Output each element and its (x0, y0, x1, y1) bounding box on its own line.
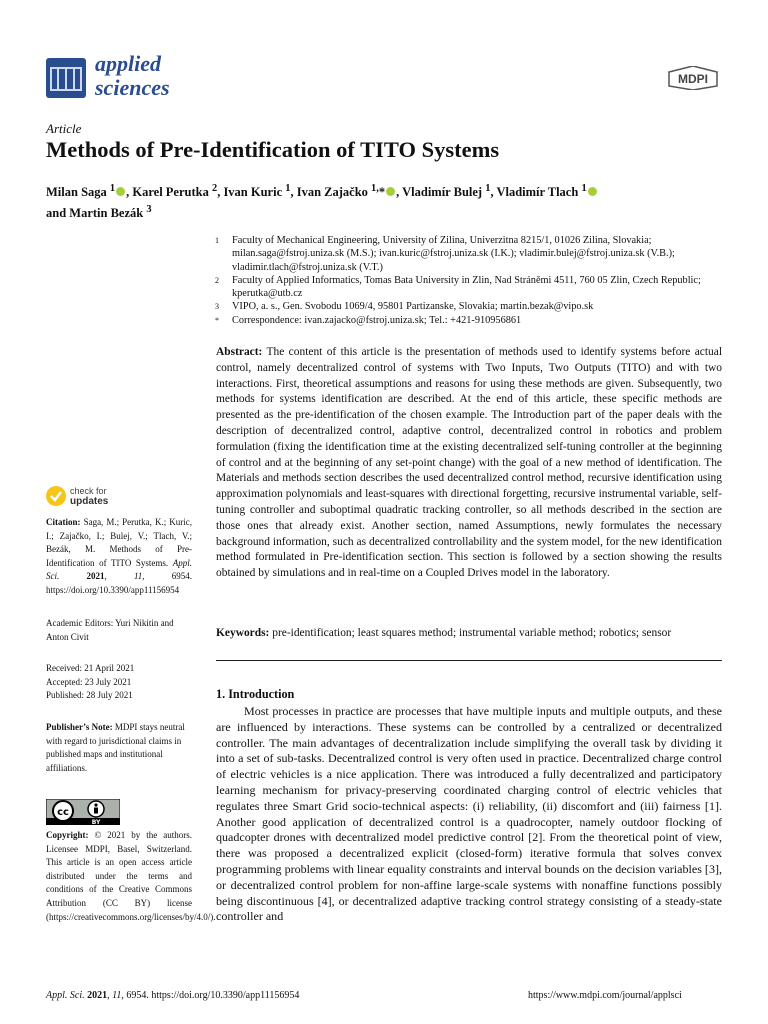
keywords-label: Keywords: (216, 627, 270, 639)
citation-year: 2021 (86, 571, 105, 582)
date-received: Received: 21 April 2021 (46, 663, 135, 673)
publishers-note-label: Publisher’s Note: (46, 722, 113, 732)
keywords (216, 626, 722, 642)
cc-by-label: BY (91, 819, 101, 825)
orcid-icon[interactable] (116, 187, 125, 196)
affiliation-item: 2 Faculty of Applied Informatics, Tomas Bata University in Zlin, Nad Stráněmi 4511, 760 05 Zlin, Czech Republic; kperutka@utb.cz (215, 274, 701, 300)
intro-paragraph (216, 704, 722, 925)
divider (216, 660, 722, 661)
orcid-icon[interactable] (386, 187, 395, 196)
citation-text: Saga, M.; Perutka, K.; Kuric, I.; Zajačko, I.; Bulej, V.; Tlach, V.; Bezák, M. Methods of Pre-Identification of TITO Systems. (46, 517, 193, 568)
author-list (46, 180, 696, 222)
authors-line2: and Martin Bezák $^3$ (46, 204, 152, 221)
keywords-text: pre-identification; least squares method; instrumental variable method; robotics; sensor (272, 627, 672, 639)
cc-symbol: cc (57, 807, 69, 818)
check-for-updates-icon[interactable] (46, 486, 66, 506)
journal-name-line1: applied (95, 51, 161, 76)
citation-doi[interactable]: , 6954. https://doi.org/10.3390/app11156954 (46, 571, 192, 595)
footer-doi[interactable]: , 6954. https://doi.org/10.3390/app11156954 (121, 990, 300, 1001)
section-heading: 1. Introduction (216, 687, 295, 701)
mdpi-logo-icon (665, 66, 721, 90)
journal-name-line2: sciences (95, 75, 170, 100)
cc-by-license-icon[interactable] (46, 799, 120, 825)
abstract (216, 345, 722, 582)
academic-editors: Academic Editors: Yuri Nikitin and Anton Civit (46, 618, 174, 642)
footer-journal-url[interactable]: https://www.mdpi.com/journal/applsci (528, 990, 682, 1001)
abstract-text: The content of this article is the presentation of methods used to identify systems before actual control, namely decentralized control of systems with Two Inputs, Two Outputs (TITO) and with two interactions. First, theoretical assumptions and reasons for using these methods are given. Subsequently, two methods for systems identification are described. At the end of this article, these specific methods are presented as the pre-identification of the chosen example. The Introduction part of the paper deals with the description of decentralized control, adaptive control, decentralized control in robotics and problem formulation (fixing the identification time at the existing decentralized self-tuning controller at the beginning of control and at the beginning of any set-point change) with the goal of a new method of identification. The Materials and methods section describes the used decentralized control method, recursive identification using approximation polynomials and least-squares with directional forgetting, recursive instrumental variable, self-tuning controller and suboptimal quadratic tracking controller, so all methods described in the section are those ones that already exist. Another section, named Assumptions, newly formulates the necessary background information, such as decentralized controllability and the system model, for the new identification method formulated in Pre-identification section. This section is followed by a section showing the results obtained by simulations and in real-time on a Coupled Drives model in the laboratory. (216, 346, 722, 580)
affiliation-item: 3 VIPO, a. s., Gen. Svobodu 1069/4, 95801 Partizanske, Slovakia; martin.bezak@vipo.sk (215, 301, 594, 313)
date-accepted: Accepted: 23 July 2021 (46, 676, 132, 687)
citation-block: Citation: Saga, M.; Perutka, K.; Kuric, I.; Zajačko, I.; Bulej, V.; Tlach, V.; Bezák, M. Methods of Pre-Identification of TITO Systems. Appl. Sci. 2021, 11, 6954. https://doi.org/10.3390/app11156954 (46, 517, 193, 595)
affiliation-item: * Correspondence: ivan.zajacko@fstroj.uniza.sk; Tel.: +421-910956861 (215, 314, 522, 326)
publishers-note-text: MDPI stays neutral with regard to jurisdictional claims in published maps and institutional affiliations. (46, 722, 185, 773)
publisher-name: MDPI (678, 72, 708, 86)
orcid-icon[interactable] (588, 187, 597, 196)
affiliation-item: 1 Faculty of Mechanical Engineering, University of Zilina, Univerzitna 8215/1, 01026 Zilina, Slovakia; milan.saga@fstroj.uniza.sk (M.S.); ivan.kuric@fstroj.uniza.sk (I.K.); vladimir.bulej@fstroj.uniza.sk (V.B.); vladimir.tlach@fstroj.uniza.sk (V.T.) (215, 235, 675, 273)
affiliations (215, 234, 715, 327)
check-updates-line2[interactable]: updates (70, 496, 109, 507)
journal-name (95, 52, 170, 100)
copyright-text: © 2021 by the authors. Licensee MDPI, Basel, Switzerland. This article is an open access article distributed under the terms and conditions of the Creative Commons Attribution (CC BY) license (https://creativecommons.org/licenses/by/4.0/). (46, 830, 216, 922)
check-updates-line1[interactable]: check for (70, 486, 107, 496)
intro-text: Most processes in practice are processes that have multiple inputs and multiple outputs, and these are influenced by interactions. These systems can be controlled by a centralized or decentralized controller. The main advantages of decentralization include simplifying the overall task by dividing it into a set of sub-tasks. Decentralized control is very often used in practice. Decentralized charge control of electric vehicles is a nice application. There was introduced a fully decentralized and participatory learning mechanism for privacy-preserving coordinated charging control of electric vehicles that regulates three Smart Grid socio-technical aspects: (i) reliability, (ii) discomfort and (iii) fairness [1]. Another good application of decentralized control is a quadrocopter, namely outdoor flocking of quadcopter drones with decentralized model predictive control [2]. From the theoretical point of view, there was proposed a decentralized explicit (closed-form) iterative formula that solves convex programming problems with linear equality constraints and interval bounds on the decision variables [3], or decentralized control problem for non-affine large-scale systems with nonaffine functions possibly being discontinuous [4], or decentralized adaptive tracking control strategy consisting of a steady-state controller and (216, 704, 722, 924)
citation-journal: Appl. Sci. (46, 557, 193, 582)
copyright-block (46, 829, 216, 924)
abstract-label: Abstract: (216, 346, 263, 358)
footer-citation: Appl. Sci. 2021, 11, 6954. https://doi.org/10.3390/app11156954 (46, 990, 300, 1001)
date-published: Published: 28 July 2021 (46, 690, 133, 701)
authors-line1: Milan Saga $^1$ , Karel Perutka $^2$, Ivan Kuric $^1$, Ivan Zajačko $^{1,}$* , Vladimír Bulej $^1$, Vladimír Tlach $^1$ (46, 180, 696, 201)
journal-logo-icon (46, 58, 86, 98)
dates-block (46, 662, 192, 703)
page-title: Methods of Pre-Identification of TITO Systems (46, 137, 500, 162)
citation-label: Citation: (46, 517, 81, 527)
publishers-note (46, 721, 192, 775)
copyright-label: Copyright: (46, 830, 89, 840)
article-type: Article (46, 121, 82, 136)
citation-vol: 11 (133, 571, 143, 582)
